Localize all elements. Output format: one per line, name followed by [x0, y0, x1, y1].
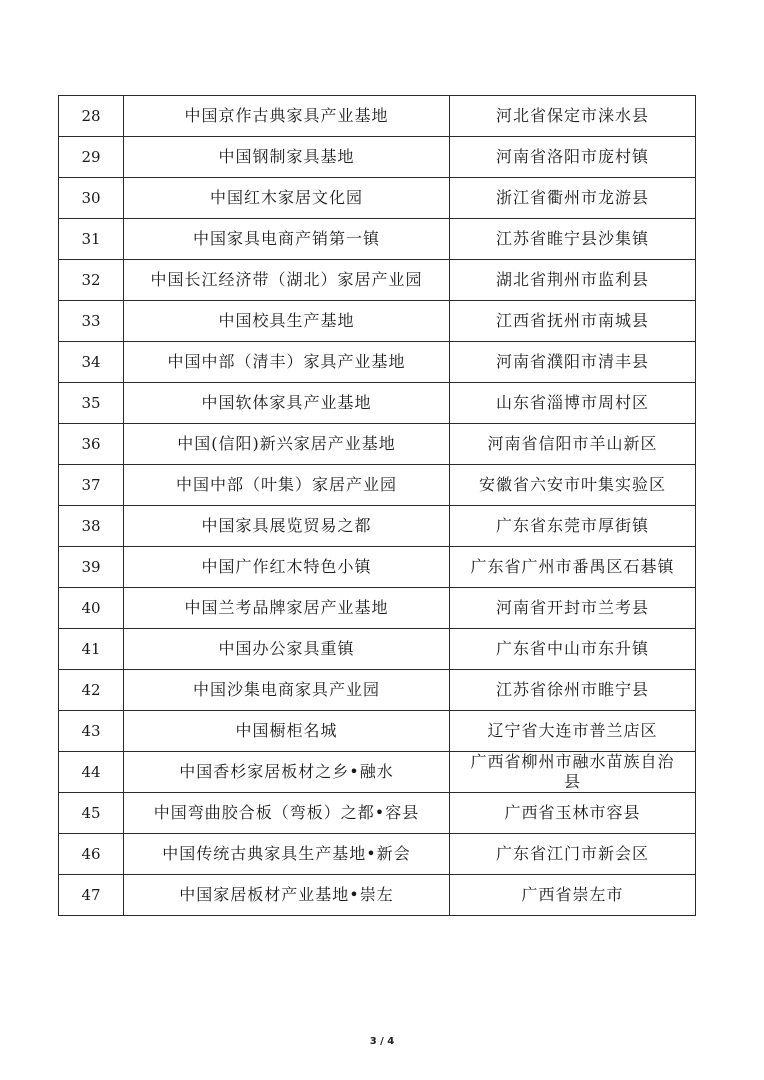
base-location: 湖北省荆州市监利县 [450, 260, 696, 301]
base-location: 广西省玉林市容县 [450, 793, 696, 834]
table-row [59, 711, 696, 752]
row-number: 37 [59, 465, 124, 506]
base-name: 中国京作古典家具产业基地 [124, 96, 450, 137]
base-location: 辽宁省大连市普兰店区 [450, 711, 696, 752]
row-number: 45 [59, 793, 124, 834]
table-row [59, 547, 696, 588]
base-location: 江苏省徐州市睢宁县 [450, 670, 696, 711]
base-location: 广东省广州市番禺区石碁镇 [450, 547, 696, 588]
base-location: 河南省濮阳市清丰县 [450, 342, 696, 383]
table-row [59, 219, 696, 260]
base-location: 江西省抚州市南城县 [450, 301, 696, 342]
row-number: 33 [59, 301, 124, 342]
row-number: 42 [59, 670, 124, 711]
base-location: 山东省淄博市周村区 [450, 383, 696, 424]
base-location: 河南省信阳市羊山新区 [450, 424, 696, 465]
row-number: 36 [59, 424, 124, 465]
base-location: 河南省洛阳市庞村镇 [450, 137, 696, 178]
base-location: 河南省开封市兰考县 [450, 588, 696, 629]
row-number: 38 [59, 506, 124, 547]
base-location: 江苏省睢宁县沙集镇 [450, 219, 696, 260]
row-number: 30 [59, 178, 124, 219]
row-number: 35 [59, 383, 124, 424]
table-row [59, 137, 696, 178]
row-number: 43 [59, 711, 124, 752]
base-name: 中国传统古典家具生产基地•新会 [124, 834, 450, 875]
base-name: 中国钢制家具基地 [124, 137, 450, 178]
table-row [59, 834, 696, 875]
base-location: 广东省江门市新会区 [450, 834, 696, 875]
base-location: 广西省柳州市融水苗族自治县 [450, 752, 696, 793]
row-number: 34 [59, 342, 124, 383]
table-row [59, 506, 696, 547]
table-row [59, 96, 696, 137]
table-row [59, 301, 696, 342]
base-location: 广东省东莞市厚街镇 [450, 506, 696, 547]
row-number: 44 [59, 752, 124, 793]
table-row [59, 424, 696, 465]
base-name: 中国香杉家居板材之乡•融水 [124, 752, 450, 793]
row-number: 40 [59, 588, 124, 629]
base-name: 中国长江经济带（湖北）家居产业园 [124, 260, 450, 301]
base-location: 广东省中山市东升镇 [450, 629, 696, 670]
base-location: 河北省保定市涞水县 [450, 96, 696, 137]
table-row [59, 342, 696, 383]
row-number: 39 [59, 547, 124, 588]
table-row [59, 588, 696, 629]
row-number: 29 [59, 137, 124, 178]
base-name: 中国家居板材产业基地•崇左 [124, 875, 450, 916]
base-name: 中国校具生产基地 [124, 301, 450, 342]
base-name: 中国(信阳)新兴家居产业基地 [124, 424, 450, 465]
row-number: 31 [59, 219, 124, 260]
row-number: 46 [59, 834, 124, 875]
base-name: 中国橱柜名城 [124, 711, 450, 752]
row-number: 41 [59, 629, 124, 670]
base-name: 中国家具电商产销第一镇 [124, 219, 450, 260]
row-number: 32 [59, 260, 124, 301]
base-name: 中国软体家具产业基地 [124, 383, 450, 424]
table-row [59, 793, 696, 834]
table-row [59, 178, 696, 219]
base-location: 浙江省衢州市龙游县 [450, 178, 696, 219]
base-name: 中国中部（清丰）家具产业基地 [124, 342, 450, 383]
base-name: 中国沙集电商家具产业园 [124, 670, 450, 711]
base-name: 中国中部（叶集）家居产业园 [124, 465, 450, 506]
base-name: 中国红木家居文化园 [124, 178, 450, 219]
base-location: 安徽省六安市叶集实验区 [450, 465, 696, 506]
base-name: 中国广作红木特色小镇 [124, 547, 450, 588]
table-row [59, 260, 696, 301]
table-row [59, 629, 696, 670]
table-row [59, 670, 696, 711]
table-row [59, 875, 696, 916]
table-row [59, 383, 696, 424]
table-row [59, 465, 696, 506]
base-name: 中国家具展览贸易之都 [124, 506, 450, 547]
table-row [59, 752, 696, 793]
page-number: 3 / 4 [369, 1036, 395, 1047]
base-name: 中国弯曲胶合板（弯板）之都•容县 [124, 793, 450, 834]
row-number: 47 [59, 875, 124, 916]
base-list-table [58, 95, 696, 916]
base-name: 中国办公家具重镇 [124, 629, 450, 670]
row-number: 28 [59, 96, 124, 137]
table-body [59, 96, 696, 916]
base-name: 中国兰考品牌家居产业基地 [124, 588, 450, 629]
base-location: 广西省崇左市 [450, 875, 696, 916]
